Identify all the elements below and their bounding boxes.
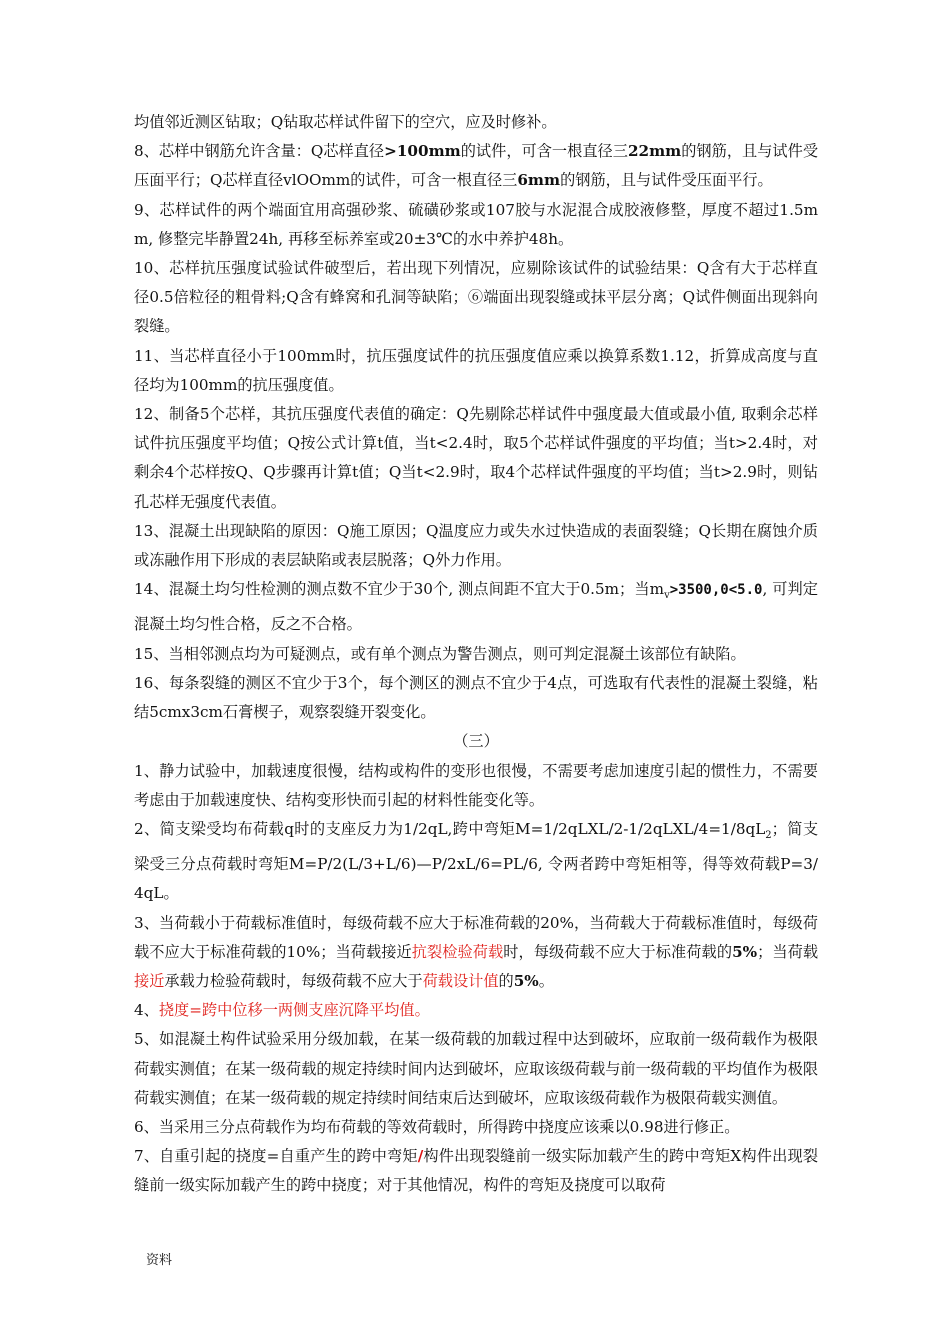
paragraph-15: 15、当相邻测点均为可疑测点，或有单个测点为警告测点，则可判定混凝土该部位有缺陷。 xyxy=(134,644,746,663)
section-3-paragraph-2: 2、简支梁受均布荷载q时的支座反力为1/2qL,跨中弯矩$M=1/2qLXL/2-1/2qLXL/4=1/8qL_2$；简支梁受三分点荷载时弯矩M=P/2(L/3+L/6)—P/2xL/6=PL/6, 令两者跨中弯矩相等，得等效荷载P=3/4qL。 xyxy=(134,819,819,903)
section-3-paragraph-7: 7、自重引起的挠度=自重产生的跨中弯矩/构件出现裂缝前一级实际加载产生的跨中弯矩X构件出现裂缝前一级实际加载产生的跨中挠度；对于其他情况，构件的弯矩及挠度可以取荷 xyxy=(134,1147,819,1195)
highlight-crack-test-load: 抗裂检验荷载 xyxy=(411,942,504,961)
paragraph-8: 8、芯样中钢筋允许含量：Q芯样直径>100mm的试件，可含一根直径三22mm的钢筋，且与试件受压面平行；Q芯样直径vlOOmm的试件，可含一根直径三6mm的钢筋，且与试件受压面平行。 xyxy=(134,142,819,190)
paragraph-10: 10、芯样抗压强度试验试件破型后，若出现下列情况，应剔除该试件的试验结果：Q含有大于芯样直径0.5倍粒径的粗骨料;Q含有蜂窝和孔洞等缺陷；⑥端面出现裂缝或抹平层分离；Q试件侧面出现斜向裂缝。 xyxy=(134,259,818,336)
section-3-paragraph-5: 5、如混凝土构件试验采用分级加载，在某一级荷载的加载过程中达到破坏，应取前一级荷载作为极限荷载实测值；在某一级荷载的规定持续时间内达到破坏，应取该级荷载与前一级荷载的平均值作为极限荷载实测值；在某一级荷载的规定持续时间结束后达到破坏，应取该级荷载作为极限荷载实测值。 xyxy=(134,1030,818,1107)
section-3-paragraph-1: 1、静力试验中，加载速度很慢，结构或构件的变形也很慢，不需要考虑加速度引起的惯性力，不需要考虑由于加载速度快、结构变形快而引起的材料性能变化等。 xyxy=(134,761,818,809)
document-body xyxy=(134,108,818,1201)
paragraph-11: 11、当芯样直径小于100mm时，抗压强度试件的抗压强度值应乘以换算系数1.12，折算成高度与直径均为100mm的抗压强度值。 xyxy=(134,346,818,394)
paragraph-7-tail: 均值邻近测区钻取；Q钻取芯样试件留下的空穴，应及时修补。 xyxy=(134,113,557,131)
highlight-approach: 接近 xyxy=(134,971,165,990)
paragraph-14: 14、混凝土均匀性检测的测点数不宜少于30个, 测点间距不宜大于0.5m；当$m_v>3500,0<5.0$, 可判定混凝土均匀性合格，反之不合格。 xyxy=(134,580,818,634)
page-footer: 资料 xyxy=(146,1253,173,1268)
section-3-paragraph-6: 6、当采用三分点荷载作为均布荷载的等效荷载时，所得跨中挠度应该乘以0.98进行修正。 xyxy=(134,1117,740,1136)
paragraph-12: 12、制备5个芯样，其抗压强度代表值的确定：Q先剔除芯样试件中强度最大值或最小值, 取剩余芯样试件抗压强度平均值；Q按公式计算t值，当t<2.4时，取5个芯样试件强度的平均值；当t>2.4时，对剩余4个芯样按Q、Q步骤再计算t值；Q当t<2.9时，取4个芯样试件强度的平均值；当t>2.9时，则钻孔芯样无强度代表值。 xyxy=(134,405,818,511)
section-3-heading: （三） xyxy=(453,732,499,751)
highlight-deflection-definition: 挠度=跨中位移一两侧支座沉降平均值。 xyxy=(158,1001,430,1020)
highlight-design-load: 荷载设计值 xyxy=(422,971,499,990)
section-3-paragraph-3: 3、当荷载小于荷载标准值时，每级荷载不应大于标准荷载的20%，当荷载大于荷载标准值时，每级荷载不应大于标准荷载的10%；当荷载接近抗裂检验荷载时，每级荷载不应大于标准荷载的5%；当荷载接近承载力检验荷载时，每级荷载不应大于荷载设计值的5%。 xyxy=(134,913,819,990)
paragraph-9: 9、芯样试件的两个端面宜用高强砂浆、硫磺砂浆或107胶与水泥混合成胶液修整，厚度不超过1.5mm, 修整完毕静置24h, 再移至标养室或20±3℃的水中养护48h。 xyxy=(134,200,818,248)
paragraph-16: 16、每条裂缝的测区不宜少于3个，每个测区的测点不宜少于4点，可选取有代表性的混凝土裂缝，粘结5cmx3cm石膏楔子，观察裂缝开裂变化。 xyxy=(134,673,818,722)
section-3-paragraph-4: 4、挠度=跨中位移一两侧支座沉降平均值。 xyxy=(134,1001,430,1020)
paragraph-13: 13、混凝土出现缺陷的原因：Q施工原因；Q温度应力或失水过快造成的表面裂缝；Q长期在腐蚀介质或冻融作用下形成的表层缺陷或表层脱落；Q外力作用。 xyxy=(134,521,818,570)
